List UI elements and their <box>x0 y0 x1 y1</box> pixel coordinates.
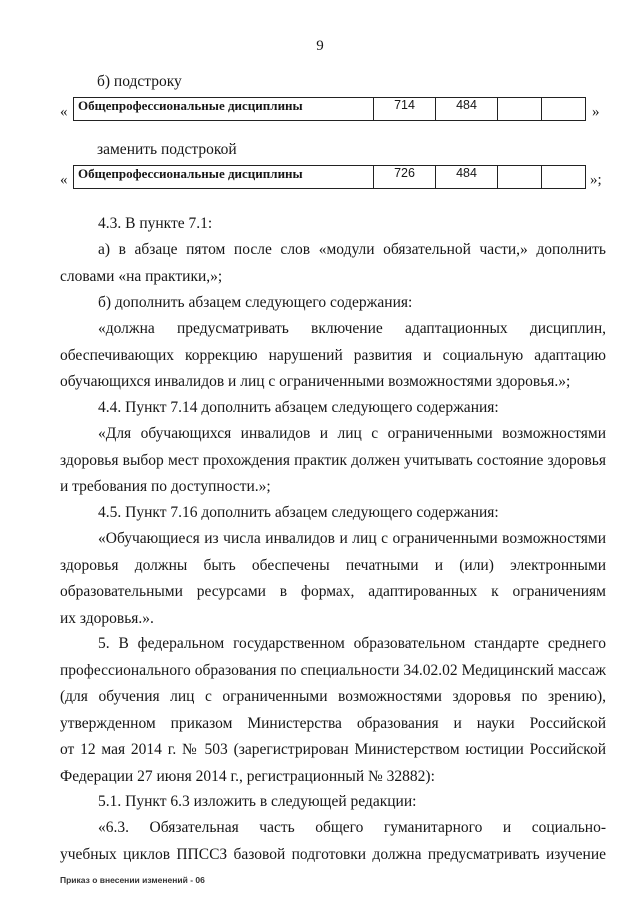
row-old-col2: 484 <box>436 98 498 121</box>
text-line: обеспечивающих коррекцию нарушений развития и социальную адаптацию <box>60 346 606 364</box>
paragraph-4-4 <box>60 395 606 422</box>
row-old-close-quote: » <box>592 104 600 120</box>
page-number: 9 <box>316 38 324 54</box>
row-new-open-quote: « <box>60 172 68 188</box>
paragraph-4-5 <box>60 500 606 527</box>
text-line: от 12 мая 2014 г. № 503 (зарегистрирован Министерством юстиции Российской <box>60 741 606 758</box>
text-line: 4.5. Пункт 7.16 дополнить абзацем следующего содержания: <box>98 504 499 521</box>
text-line: «6.3. Обязательная часть общего гуманитарного и социально- <box>98 819 606 836</box>
row-old-name: Общепрофессиональные дисциплины <box>74 98 374 121</box>
text-line: 5. В федеральном государственном образовательном стандарте среднего <box>98 635 606 652</box>
paragraph-4-3-a <box>60 237 606 290</box>
row-old-open-quote: « <box>60 104 68 120</box>
text-line: обучающихся инвалидов и лиц с ограниченными возможностями здоровья.»; <box>60 373 571 390</box>
row-new-col2: 484 <box>436 166 498 189</box>
text-line: образовательными ресурсами в формах, адаптированных к ограничениям <box>60 583 606 600</box>
row-old-table <box>73 97 586 121</box>
row-new-table <box>73 165 586 189</box>
text-line: утвержденном приказом Министерства образования и науки Российской <box>60 714 606 732</box>
row-new-col3 <box>498 166 542 189</box>
sub-b-label: б) подстроку <box>97 73 182 90</box>
paragraph-4-3-b-quote <box>60 316 606 396</box>
text-line: «Обучающиеся из числа инвалидов и лиц с ограниченными возможностями <box>98 530 606 547</box>
row-old-col3 <box>498 98 542 121</box>
text-line: здоровья выбор мест прохождения практик должен учитывать состояние здоровья <box>60 451 606 469</box>
row-new-close-quote: »; <box>590 172 602 188</box>
text-line: (для обучения лиц с ограниченными возможностями здоровья по зрению), <box>60 688 606 705</box>
text-line: 5.1. Пункт 6.3 изложить в следующей редакции: <box>98 793 417 810</box>
paragraph-5 <box>60 631 606 790</box>
row-old-col1: 714 <box>374 98 436 121</box>
text-line: и требования по доступности.»; <box>60 478 271 495</box>
text-line: учебных циклов ППССЗ базовой подготовки должна предусматривать изучение <box>60 845 606 863</box>
row-old-col4 <box>542 98 586 121</box>
paragraph-6-3-quote <box>60 815 606 868</box>
text-line: б) дополнить абзацем следующего содержания: <box>98 294 413 311</box>
replace-label: заменить подстрокой <box>97 141 237 158</box>
paragraph-4-3 <box>60 211 606 238</box>
text-line: а) в абзаце пятом после слов «модули обязательной части,» дополнить <box>98 241 606 258</box>
text-line: «должна предусматривать включение адаптационных дисциплин, <box>98 320 606 337</box>
text-line: словами «на практики,»; <box>60 267 223 285</box>
text-line: Федерации 27 июня 2014 г., регистрационный № 32882): <box>60 767 435 785</box>
row-new-col4 <box>542 166 586 189</box>
text-line: их здоровья.». <box>60 609 154 627</box>
row-new-name: Общепрофессиональные дисциплины <box>74 166 374 189</box>
paragraph-4-3-b <box>60 290 606 317</box>
text-line: 4.4. Пункт 7.14 дополнить абзацем следующего содержания: <box>98 399 499 416</box>
page-footer: Приказ о внесении изменений - 06 <box>60 875 205 885</box>
text-line: 4.3. В пункте 7.1: <box>98 215 213 232</box>
text-line: профессионального образования по специальности 34.02.02 Медицинский массаж <box>60 661 606 679</box>
table-row <box>74 98 586 121</box>
paragraph-4-5-quote <box>60 526 606 632</box>
paragraph-5-1 <box>60 789 606 816</box>
paragraph-4-4-quote <box>60 421 606 501</box>
table-row <box>74 166 586 189</box>
row-new-col1: 726 <box>374 166 436 189</box>
text-line: «Для обучающихся инвалидов и лиц с ограниченными возможностями <box>98 425 606 442</box>
text-line: здоровья должны быть обеспечены печатными и (или) электронными <box>60 556 606 574</box>
